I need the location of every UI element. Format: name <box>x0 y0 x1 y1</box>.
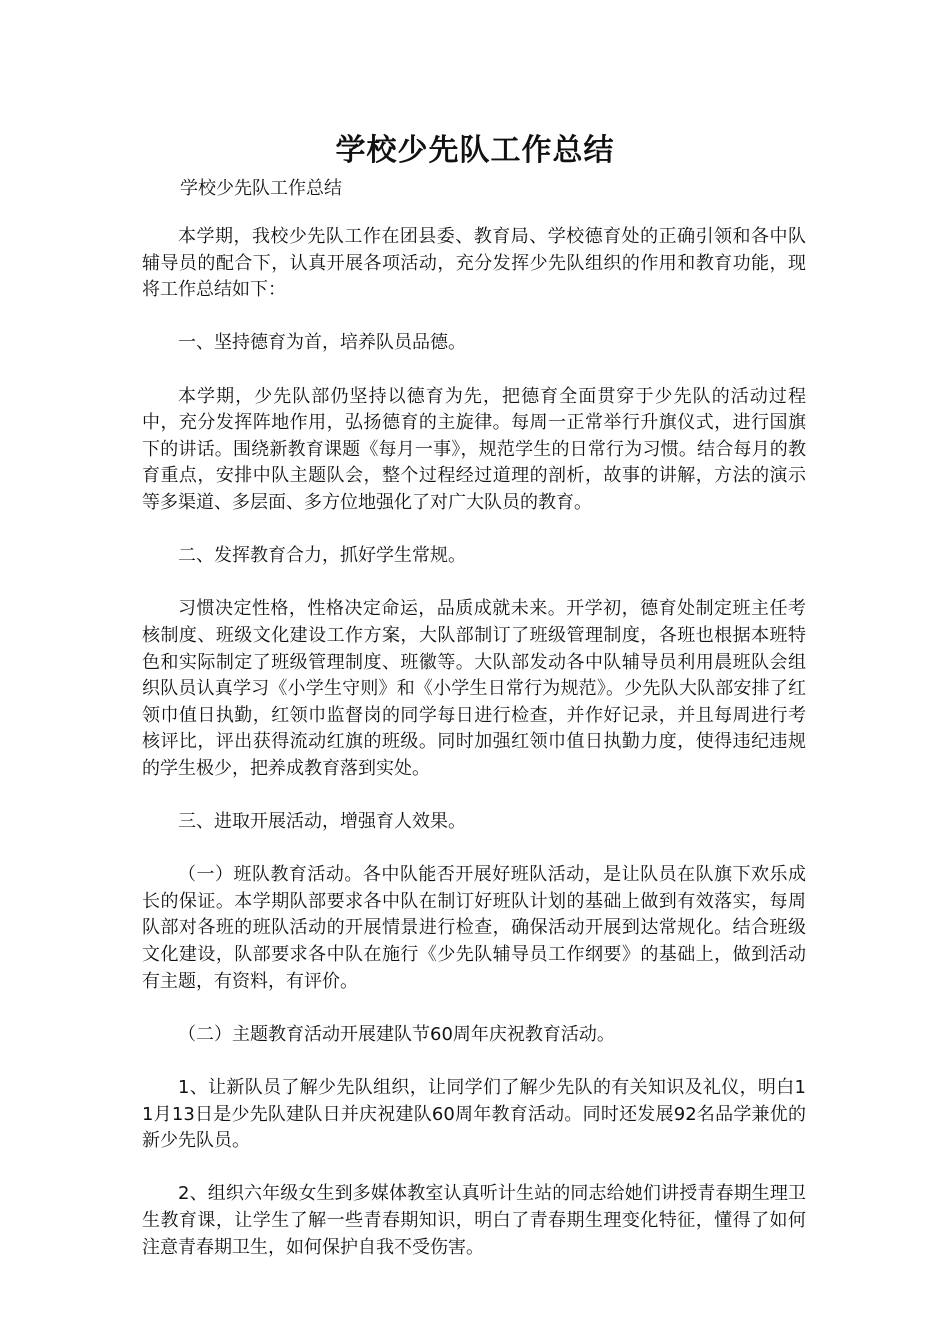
section-heading-2: 二、发挥教育合力，抓好学生常规。 <box>178 545 466 567</box>
section-paragraph-2: 习惯决定性格，性格决定命运，品质成就未来。开学初，德育处制定班主任考核制度、班级文化建设工作方案，大队部制订了班级管理制度，各班也根据本班特色和实际制定了班级管理制度、班徽等。大队部发动各中队辅导员利用晨班队会组织队员认真学习《小学生守则》和《小学生日常行为规范》。少先队大队部安排了红领巾值日执勤，红领巾监督岗的同学每日进行检查，并作好记录，并且每周进行考核评比，评出获得流动红旗的班级。同时加强红领巾值日执勤力度，使得违纪违规的学生极少，把养成教育落到实处。 <box>142 598 806 779</box>
intro-paragraph: 本学期，我校少先队工作在团县委、教育局、学校德育处的正确引领和各中队辅导员的配合下，认真开展各项活动，充分发挥少先队组织的作用和教育功能，现将工作总结如下： <box>142 226 806 301</box>
section-heading-1: 一、坚持德育为首，培养队员品德。 <box>178 332 466 354</box>
document-subtitle: 学校少先队工作总结 <box>180 178 342 199</box>
section-heading-3: 三、进取开展活动，增强育人效果。 <box>178 811 466 833</box>
document-body <box>142 224 806 1288</box>
section-paragraph-1: 本学期，少先队部仍坚持以德育为先，把德育全面贯穿于少先队的活动过程中，充分发挥阵地作用，弘扬德育的主旋律。每周一正常举行升旗仪式，进行国旗下的讲话。围绕新教育课题《每月一事》，规范学生的日常行为习惯。结合每月的教育重点，安排中队主题队会，整个过程经过道理的剖析，故事的讲解，方法的演示等多渠道、多层面、多方位地强化了对广大队员的教育。 <box>142 385 806 513</box>
document-title: 学校少先队工作总结 <box>335 133 615 168</box>
list-item-2: 2、组织六年级女生到多媒体教室认真听计生站的同志给她们讲授青春期生理卫生教育课，让学生了解一些青春期知识，明白了青春期生理变化特征，懂得了如何注意青春期卫生，如何保护自我不受伤害。 <box>142 1183 806 1258</box>
list-item-1: 1、让新队员了解少先队组织，让同学们了解少先队的有关知识及礼仪，明白11月13日是少先队建队日并庆祝建队60周年教育活动。同时还发展92名品学兼优的新少先队员。 <box>142 1077 806 1152</box>
subsection-heading-2: （二）主题教育活动开展建队节60周年庆祝教育活动。 <box>178 1023 615 1045</box>
subsection-paragraph-1: （一）班队教育活动。各中队能否开展好班队活动，是让队员在队旗下欢乐成长的保证。本学期队部要求各中队在制订好班队计划的基础上做到有效落实，每周队部对各班的班队活动的开展情景进行检查，确保活动开展到达常规化。结合班级文化建设，队部要求各中队在施行《少先队辅导员工作纲要》的基础上，做到活动有主题，有资料，有评价。 <box>142 864 806 992</box>
